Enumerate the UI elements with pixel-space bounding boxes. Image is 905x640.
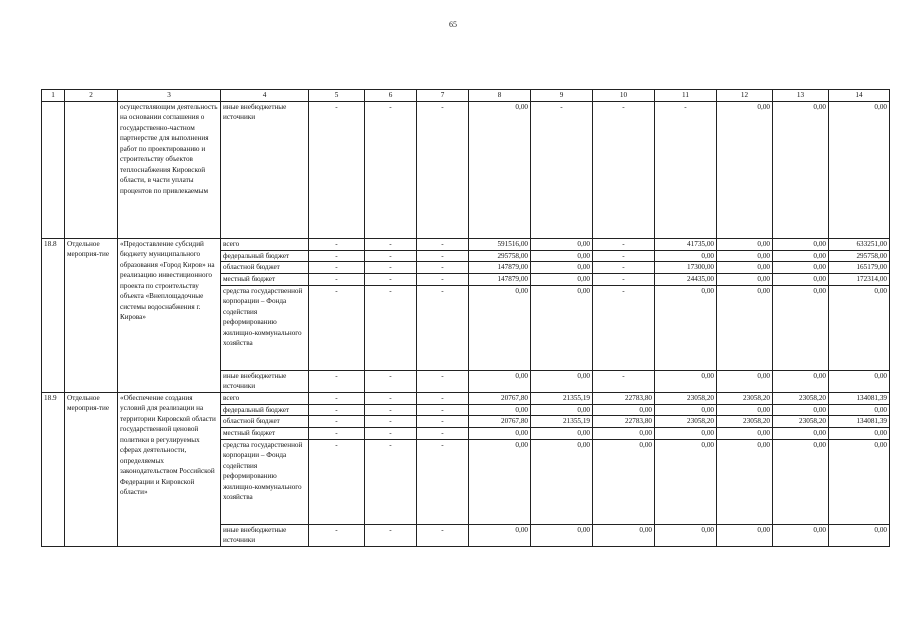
funding-source: иные внебюджетные источники	[221, 101, 309, 238]
cell-value: 0,00	[531, 238, 593, 250]
cell-value: 0,00	[773, 428, 829, 440]
cell-value: 295758,00	[469, 250, 531, 262]
cell-value: 22783,80	[593, 392, 655, 404]
cell-value: 0,00	[469, 404, 531, 416]
table-body	[42, 90, 890, 547]
cell-value: -	[531, 101, 593, 238]
cell-value: 0,00	[717, 250, 773, 262]
header-row	[42, 90, 890, 102]
cell-value: 41735,00	[655, 238, 717, 250]
cell-value: -	[309, 101, 365, 238]
cell-value: -	[309, 404, 365, 416]
cell-value: -	[309, 439, 365, 524]
cell-value: 0,00	[655, 439, 717, 524]
cell-value: 147879,00	[469, 262, 531, 274]
cell-value: 0,00	[717, 370, 773, 392]
cell-value: 134081,39	[829, 392, 890, 404]
cell-value: 0,00	[717, 404, 773, 416]
cell-value: 0,00	[531, 274, 593, 286]
column-header-7: 7	[417, 90, 469, 102]
cell-value: 0,00	[717, 262, 773, 274]
column-header-11: 11	[655, 90, 717, 102]
column-header-9: 9	[531, 90, 593, 102]
cell-value: 23058,20	[773, 392, 829, 404]
cell-value: 0,00	[717, 101, 773, 238]
cell-value: 0,00	[717, 274, 773, 286]
cell-value: -	[365, 416, 417, 428]
cell-value: -	[593, 274, 655, 286]
cell-value: 0,00	[469, 370, 531, 392]
cell-value: -	[593, 238, 655, 250]
cell-value: 0,00	[469, 101, 531, 238]
cell-value: -	[309, 416, 365, 428]
cell-value: 0,00	[829, 101, 890, 238]
cell-value: 0,00	[773, 101, 829, 238]
cell-value: 0,00	[829, 370, 890, 392]
cell-value: 0,00	[773, 285, 829, 370]
item-type: Отдельное мероприя-тие	[65, 392, 118, 546]
cell-value: 0,00	[531, 404, 593, 416]
cell-value: 23058,20	[717, 416, 773, 428]
cell-value: 0,00	[531, 285, 593, 370]
cell-value: 20767,80	[469, 416, 531, 428]
funding-source: иные внебюджетные источники	[221, 524, 309, 546]
item-name: «Обеспечение создания условий для реализации на территории Кировской области государственной ценовой политики в регулируемых сферах деятельности, определяемых законодательством Российской Федерации и Кировской области»	[118, 392, 221, 546]
cell-value: 0,00	[593, 524, 655, 546]
cell-value: 23058,20	[773, 416, 829, 428]
cell-value: -	[417, 262, 469, 274]
page-number: 65	[449, 20, 457, 29]
cell-value: 0,00	[773, 274, 829, 286]
cell-value: 0,00	[469, 524, 531, 546]
column-header-12: 12	[717, 90, 773, 102]
cell-value: -	[365, 524, 417, 546]
cell-value: 0,00	[655, 370, 717, 392]
column-header-13: 13	[773, 90, 829, 102]
cell-value: 0,00	[773, 262, 829, 274]
cell-value: -	[365, 250, 417, 262]
cell-value: 23058,20	[655, 392, 717, 404]
cell-value: 0,00	[773, 250, 829, 262]
cell-value: 0,00	[655, 250, 717, 262]
cell-value: 0,00	[655, 285, 717, 370]
cell-value: -	[365, 370, 417, 392]
funding-source: средства государственной корпорации – Фонда содействия реформированию жилищно-коммунального хозяйства	[221, 285, 309, 370]
cell-value: -	[655, 101, 717, 238]
cell-value: 0,00	[469, 428, 531, 440]
cell-value: 0,00	[773, 238, 829, 250]
cell-value: 0,00	[655, 404, 717, 416]
cell-value: 0,00	[773, 524, 829, 546]
cell-value: 0,00	[531, 428, 593, 440]
cell-value: -	[593, 250, 655, 262]
cell-value: -	[309, 274, 365, 286]
cell-value: -	[417, 428, 469, 440]
cell-value: 0,00	[773, 404, 829, 416]
cell-value: -	[365, 274, 417, 286]
cell-value: 0,00	[469, 439, 531, 524]
cell-value: 165179,00	[829, 262, 890, 274]
funding-source: местный бюджет	[221, 428, 309, 440]
item-number: 18.8	[42, 238, 65, 392]
cell-value: 0,00	[829, 428, 890, 440]
cell-value: 22783,80	[593, 416, 655, 428]
cell-value: -	[593, 370, 655, 392]
cell-value: -	[309, 370, 365, 392]
cell-value: -	[309, 285, 365, 370]
item-type	[65, 101, 118, 238]
cell-value: 0,00	[717, 285, 773, 370]
cell-value: 0,00	[593, 439, 655, 524]
cell-value: -	[417, 238, 469, 250]
column-header-10: 10	[593, 90, 655, 102]
cell-value: -	[309, 428, 365, 440]
cell-value: 0,00	[773, 370, 829, 392]
funding-source: федеральный бюджет	[221, 250, 309, 262]
funding-source: всего	[221, 238, 309, 250]
cell-value: 172314,00	[829, 274, 890, 286]
cell-value: -	[309, 238, 365, 250]
cell-value: -	[593, 285, 655, 370]
cell-value: 0,00	[593, 404, 655, 416]
cell-value: -	[365, 262, 417, 274]
cell-value: 0,00	[717, 524, 773, 546]
table-row	[42, 392, 890, 404]
cell-value: -	[417, 392, 469, 404]
cell-value: 0,00	[531, 250, 593, 262]
column-header-6: 6	[365, 90, 417, 102]
cell-value: 0,00	[829, 439, 890, 524]
funding-source: средства государственной корпорации – Фонда содействия реформированию жилищно-коммунального хозяйства	[221, 439, 309, 524]
cell-value: -	[417, 370, 469, 392]
cell-value: -	[417, 404, 469, 416]
cell-value: 633251,00	[829, 238, 890, 250]
cell-value: -	[365, 404, 417, 416]
cell-value: -	[593, 262, 655, 274]
cell-value: -	[417, 101, 469, 238]
cell-value: -	[365, 439, 417, 524]
cell-value: -	[309, 262, 365, 274]
column-header-8: 8	[469, 90, 531, 102]
funding-source: всего	[221, 392, 309, 404]
funding-source: областной бюджет	[221, 262, 309, 274]
cell-value: -	[309, 392, 365, 404]
cell-value: 0,00	[655, 428, 717, 440]
cell-value: -	[417, 250, 469, 262]
cell-value: -	[365, 392, 417, 404]
cell-value: 20767,80	[469, 392, 531, 404]
table-row	[42, 101, 890, 238]
funding-source: иные внебюджетные источники	[221, 370, 309, 392]
item-number: 18.9	[42, 392, 65, 546]
cell-value: -	[417, 524, 469, 546]
cell-value: 0,00	[469, 285, 531, 370]
cell-value: 21355,19	[531, 392, 593, 404]
cell-value: -	[365, 238, 417, 250]
cell-value: -	[593, 101, 655, 238]
cell-value: 23058,20	[717, 392, 773, 404]
cell-value: 0,00	[593, 428, 655, 440]
funding-source: местный бюджет	[221, 274, 309, 286]
cell-value: 134081,39	[829, 416, 890, 428]
column-header-5: 5	[309, 90, 365, 102]
cell-value: 0,00	[655, 524, 717, 546]
cell-value: -	[309, 250, 365, 262]
column-header-14: 14	[829, 90, 890, 102]
cell-value: -	[309, 524, 365, 546]
cell-value: 0,00	[531, 524, 593, 546]
item-name: «Предоставление субсидий бюджету муниципального образования «Город Киров» на реализацию инвестиционного проекта по строительству объекта «Внеплощадочные системы водоснабжения г. Кирова»	[118, 238, 221, 392]
column-header-4: 4	[221, 90, 309, 102]
cell-value: 591516,00	[469, 238, 531, 250]
cell-value: 21355,19	[531, 416, 593, 428]
cell-value: -	[365, 428, 417, 440]
cell-value: 23058,20	[655, 416, 717, 428]
cell-value: 17300,00	[655, 262, 717, 274]
funding-source: федеральный бюджет	[221, 404, 309, 416]
cell-value: 0,00	[717, 428, 773, 440]
column-header-1: 1	[42, 90, 65, 102]
cell-value: 0,00	[531, 262, 593, 274]
column-header-2: 2	[65, 90, 118, 102]
cell-value: 0,00	[717, 439, 773, 524]
cell-value: -	[417, 285, 469, 370]
budget-table	[41, 89, 890, 547]
item-name: осуществляющим деятельность на основании соглашения о государственно-частном партнерстве для выполнения работ по проектированию и строительству объектов теплоснабжения Кировской области, в части уплаты процентов по привлекаемым	[118, 101, 221, 238]
cell-value: -	[417, 274, 469, 286]
cell-value: -	[417, 416, 469, 428]
cell-value: 147879,00	[469, 274, 531, 286]
cell-value: 0,00	[829, 524, 890, 546]
cell-value: 295758,00	[829, 250, 890, 262]
column-header-3: 3	[118, 90, 221, 102]
cell-value: 0,00	[531, 370, 593, 392]
cell-value: 0,00	[829, 404, 890, 416]
item-number	[42, 101, 65, 238]
cell-value: 0,00	[829, 285, 890, 370]
cell-value: -	[417, 439, 469, 524]
item-type: Отдельное мероприя-тие	[65, 238, 118, 392]
table-row	[42, 238, 890, 250]
cell-value: 0,00	[531, 439, 593, 524]
cell-value: -	[365, 101, 417, 238]
funding-source: областной бюджет	[221, 416, 309, 428]
cell-value: 0,00	[773, 439, 829, 524]
cell-value: -	[365, 285, 417, 370]
cell-value: 24435,00	[655, 274, 717, 286]
cell-value: 0,00	[717, 238, 773, 250]
